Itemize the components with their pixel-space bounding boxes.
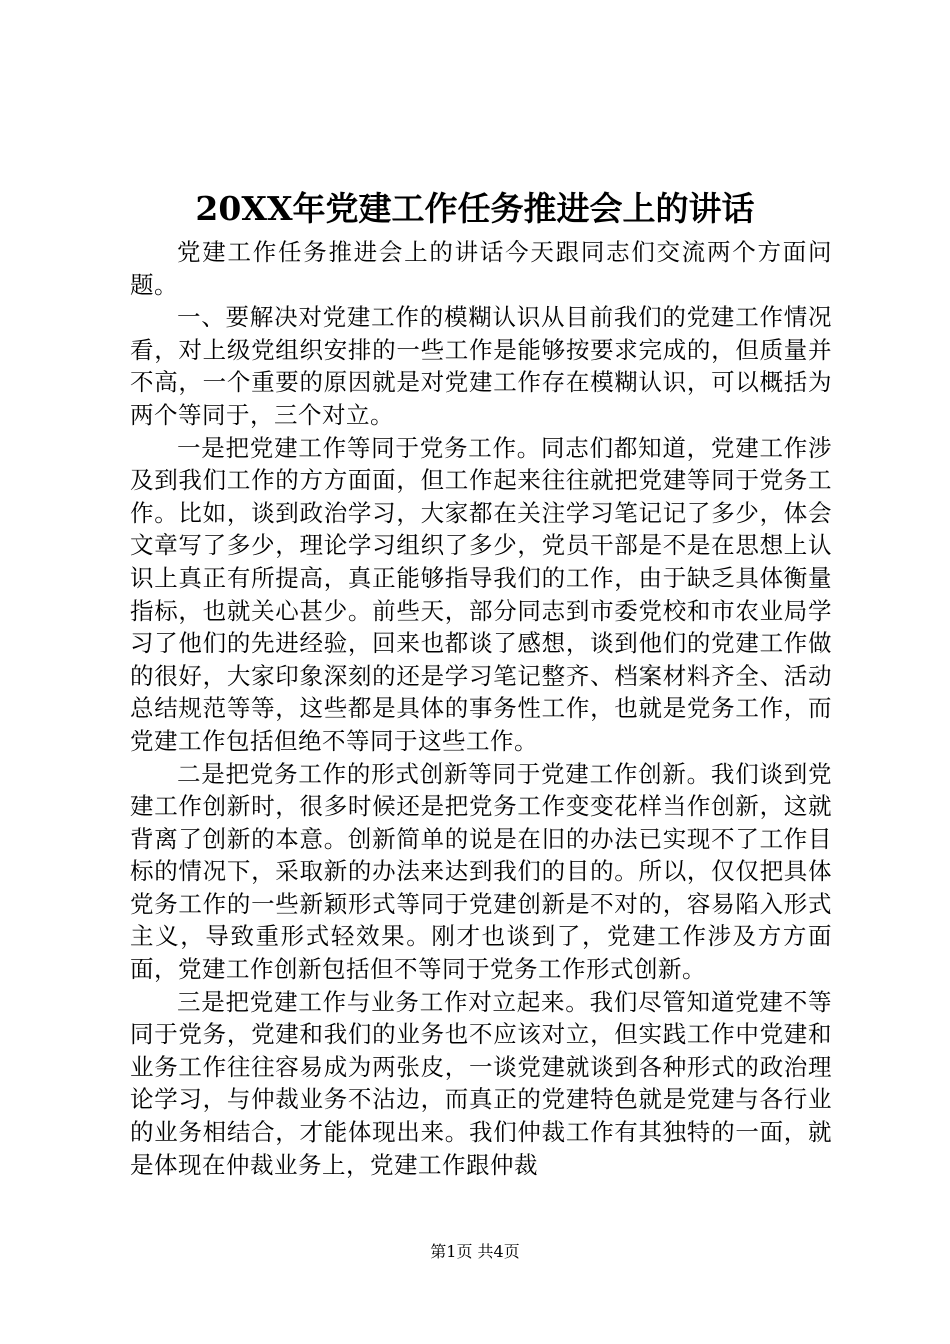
page-number-footer: 第1页 共4页 xyxy=(430,1242,520,1261)
paragraph-point-three: 三是把党建工作与业务工作对立起来。我们尽管知道党建不等同于党务，党建和我们的业务也不应该对立，但实践工作中党建和业务工作往往容易成为两张皮，一谈党建就谈到各种形式的政治理论学习，与仲裁业务不沾边，而真正的党建特色就是党建与各行业的业务相结合，才能体现出来。我们仲裁工作有其独特的一面，就是体现在仲裁业务上，党建工作跟仲裁 xyxy=(130,987,832,1179)
paragraph-intro: 党建工作任务推进会上的讲话今天跟同志们交流两个方面问题。 xyxy=(130,238,832,299)
paragraph-point-one: 一是把党建工作等同于党务工作。同志们都知道，党建工作涉及到我们工作的方方面面，但工作起来往往就把党建等同于党务工作。比如，谈到政治学习，大家都在关注学习笔记记了多少，体会文章写了多少，理论学习组织了多少，党员干部是不是在思想上认识上真正有所提高，真正能够指导我们的工作，由于缺乏具体衡量指标，也就关心甚少。前些天，部分同志到市委党校和市农业局学习了他们的先进经验，回来也都谈了感想，谈到他们的党建工作做的很好，大家印象深刻的还是学习笔记整齐、档案材料齐全、活动总结规范等等，这些都是具体的事务性工作，也就是党务工作，而党建工作包括但绝不等同于这些工作。 xyxy=(130,433,832,755)
document-title: 20XX年党建工作任务推进会上的讲话 xyxy=(195,189,755,228)
paragraph-section-one: 一、要解决对党建工作的模糊认识从目前我们的党建工作情况看，对上级党组织安排的一些工作是能够按要求完成的，但质量并不高，一个重要的原因就是对党建工作存在模糊认识，可以概括为两个等同于，三个对立。 xyxy=(130,303,832,429)
document-body xyxy=(130,236,832,1181)
paragraph-point-two: 二是把党务工作的形式创新等同于党建工作创新。我们谈到党建工作创新时，很多时候还是把党务工作变变花样当作创新，这就背离了创新的本意。创新简单的说是在旧的办法已实现不了工作目标的情况下，采取新的办法来达到我们的目的。所以，仅仅把具体党务工作的一些新颖形式等同于党建创新是不对的，容易陷入形式主义，导致重形式轻效果。刚才也谈到了，党建工作涉及方方面面，党建工作创新包括但不等同于党务工作形式创新。 xyxy=(130,759,832,984)
